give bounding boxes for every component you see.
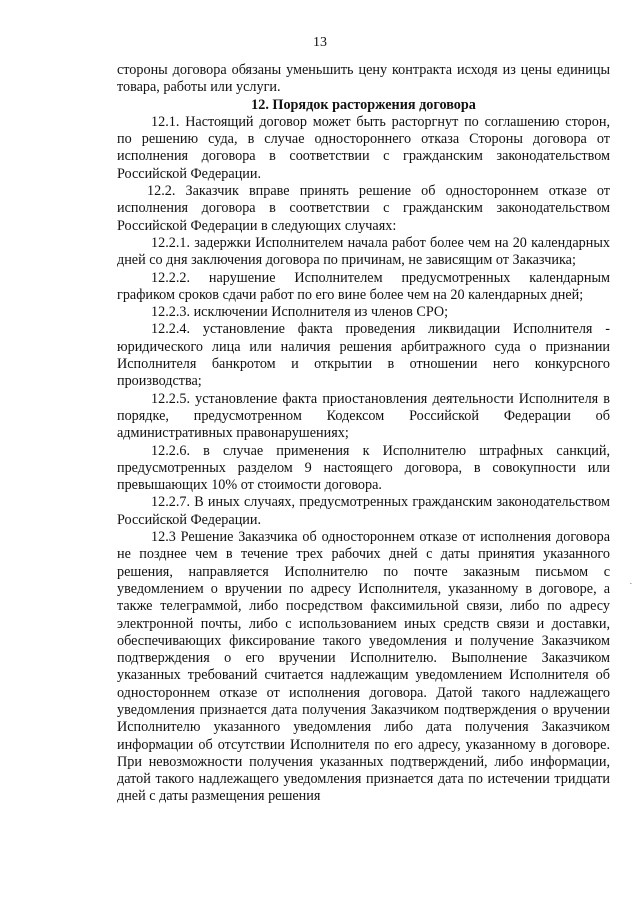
page-number: 13 [313,35,327,50]
paragraph-12-2-5: 12.2.5. установление факта приостановления деятельности Исполнителя в порядке, предусмотренном Кодексом Российской Федерации об административных правонарушениях; [117,390,610,442]
margin-mark: · [629,578,633,590]
section-title: 12. Порядок расторжения договора [251,96,476,113]
paragraph-12-2: 12.2. Заказчик вправе принять решение об одностороннем отказе от исполнения договора в соответствии с гражданским законодательством Российской Федерации в следующих случаях: [117,183,610,234]
document-body [117,62,610,806]
paragraph-12-1: 12.1. Настоящий договор может быть расторгнут по соглашению сторон, по решению суда, в случае одностороннего отказа Стороны договора от исполнения договора в соответствии с гражданским законодательством Российской Федерации. [117,113,610,182]
paragraph-12-3: 12.3 Решение Заказчика об одностороннем отказе от исполнения договора не позднее чем в течение трех рабочих дней с даты принятия указанного решения, направляется Исполнителю по почте заказным письмом с уведомлением о вручении по адресу Исполнителя, указанному в договоре, а также телеграммой, либо посредством факсимильной связи, либо по адресу электронной почты, либо с использованием иных средств связи и доставки, обеспечивающих фиксирование такого уведомления и получение Заказчиком подтверждения о его вручении Исполнителю. Выполнение Заказчиком указанных требований считается надлежащим уведомлением Исполнителя об одностороннем отказе от исполнения договора. Датой такого надлежащего уведомления признается дата получения Заказчиком подтверждения о вручении Исполнителю указанного уведомления либо дата получения Заказчиком информации об отсутствии Исполнителя по его адресу, указанному в договоре. При невозможности получения указанных подтверждений, либо информации, датой такого надлежащего уведомления признается дата по истечении тридцати дней с даты размещения решения [117,529,610,805]
paragraph-12-2-2: 12.2.2. нарушение Исполнителем предусмотренных календарным графиком сроков сдачи работ по его вине более чем на 20 календарных дней; [117,269,610,303]
paragraph-12-2-1: 12.2.1. задержки Исполнителем начала работ более чем на 20 календарных дней со дня заключения договора по причинам, не зависящим от Заказчика; [117,234,610,269]
paragraph-12-2-7: 12.2.7. В иных случаях, предусмотренных гражданским законодательством Российской Федерации. [117,494,610,528]
paragraph-continuation: стороны договора обязаны уменьшить цену контракта исходя из цены единицы товара, работы или услуги. [117,62,610,96]
paragraph-12-2-4: 12.2.4. установление факта проведения ликвидации Исполнителя - юридического лица или наличия решения арбитражного суда о признании Исполнителя банкротом и открытии в отношении него конкурсного производства; [117,321,610,390]
paragraph-12-2-6: 12.2.6. в случае применения к Исполнителю штрафных санкций, предусмотренных разделом 9 настоящего договора, в совокупности или превышающих 10% от стоимости договора. [117,442,610,494]
paragraph-12-2-3: 12.2.3. исключении Исполнителя из членов СРО; [151,304,449,321]
